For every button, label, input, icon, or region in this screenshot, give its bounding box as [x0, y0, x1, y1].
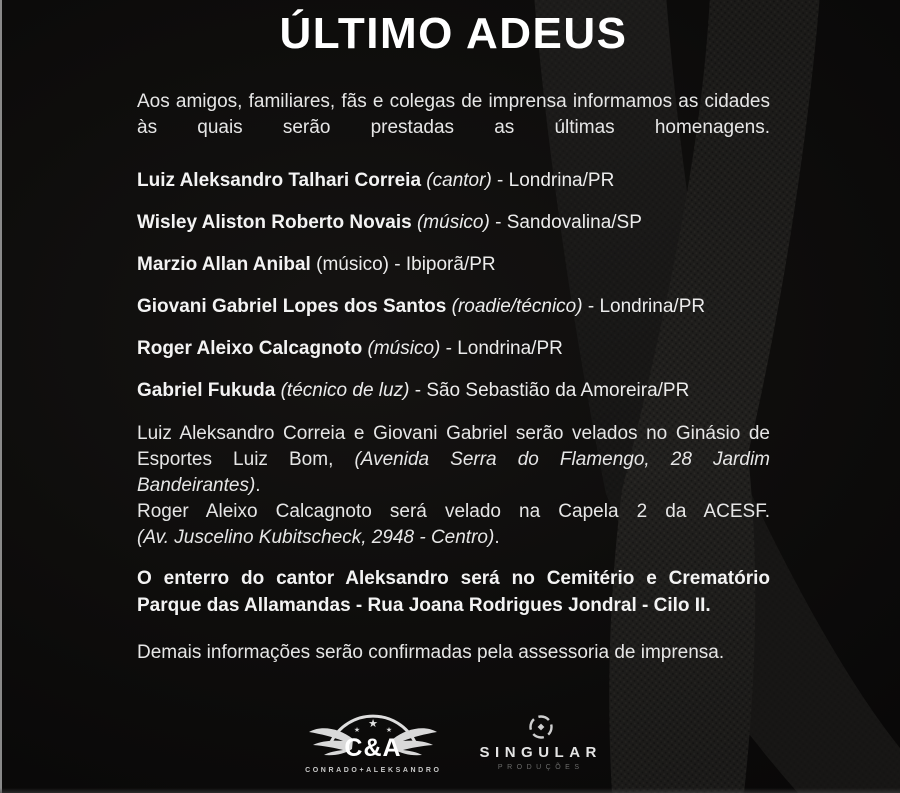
- producer-emblem-icon: [528, 714, 554, 740]
- person-entry: [137, 378, 770, 403]
- bottom-edge-line: [0, 788, 900, 793]
- person-name: Roger Aleixo Calcagnoto: [137, 338, 363, 359]
- person-city: - Londrina/PR: [582, 296, 706, 317]
- band-logo: [305, 708, 441, 774]
- person-name: Gabriel Fukuda: [137, 380, 276, 401]
- person-entry: [137, 252, 770, 277]
- person-city: - São Sebastião da Amoreira/PR: [409, 380, 690, 401]
- wake-sentence: Roger Aleixo Calcagnoto será velado na Capela 2 da ACESF.: [137, 501, 770, 522]
- person-name: Giovani Gabriel Lopes dos Santos: [137, 296, 447, 317]
- producer-logo: [480, 708, 602, 771]
- person-entry: [137, 294, 770, 319]
- person-city: - Londrina/PR: [491, 170, 615, 191]
- intro-paragraph: Aos amigos, familiares, fãs e colegas de imprensa informamos as cidades às quais serão prestadas as últimas homenagens.: [137, 91, 770, 138]
- memorial-list: [137, 168, 770, 403]
- person-role: (técnico de luz): [275, 380, 410, 401]
- left-edge-line: [0, 0, 2, 793]
- page-title: ÚLTIMO ADEUS: [279, 9, 628, 58]
- person-entry: [137, 210, 770, 235]
- producer-subtitle: PRODUÇÕES: [497, 764, 584, 771]
- person-entry: [137, 168, 770, 193]
- wake-info: [137, 421, 770, 551]
- burial-paragraph: O enterro do cantor Aleksandro será no Cemitério e Crematório Parque das Allamandas - Rua Joana Rodrigues Jondral - Cilo II.: [137, 568, 770, 616]
- logos-row: [137, 708, 770, 774]
- person-city: - Sandovalina/SP: [489, 212, 642, 233]
- band-caption: CONRADO+ALEKSANDRO: [305, 767, 442, 774]
- poster-content: [0, 10, 900, 774]
- star-icon: ★: [386, 727, 393, 734]
- person-city: - Londrina/PR: [440, 338, 563, 359]
- person-role: (músico): [411, 212, 490, 233]
- person-name: Wisley Aliston Roberto Novais: [137, 212, 412, 233]
- wake-address: (Avenida Serra do Flamengo, 28 Jardim Bandeirantes): [137, 449, 770, 496]
- wake-sentence: Luiz Aleksandro Correia e Giovani Gabriel serão velados no Ginásio de Esportes Luiz Bom, (Avenida Serra do Flamengo, 28 Jardim Bandeirantes).: [137, 423, 770, 496]
- band-monogram: C&A: [344, 734, 402, 762]
- person-name: Luiz Aleksandro Talhari Correia: [137, 170, 422, 191]
- person-city: - Ibiporã/PR: [388, 254, 496, 275]
- star-icon: ★: [368, 718, 379, 730]
- person-entry: [137, 336, 770, 361]
- person-role: (roadie/técnico): [446, 296, 583, 317]
- band-logo-emblem: [309, 708, 437, 766]
- person-name: Marzio Allan Anibal: [137, 254, 311, 275]
- person-role: (músico): [310, 254, 389, 275]
- person-role: (músico): [362, 338, 441, 359]
- producer-name: SINGULAR: [479, 744, 602, 761]
- wake-address: (Av. Juscelino Kubitscheck, 2948 - Centro).: [137, 527, 500, 548]
- press-note: Demais informações serão confirmadas pela assessoria de imprensa.: [137, 642, 725, 663]
- star-icon: ★: [354, 727, 361, 734]
- person-role: (cantor): [421, 170, 492, 191]
